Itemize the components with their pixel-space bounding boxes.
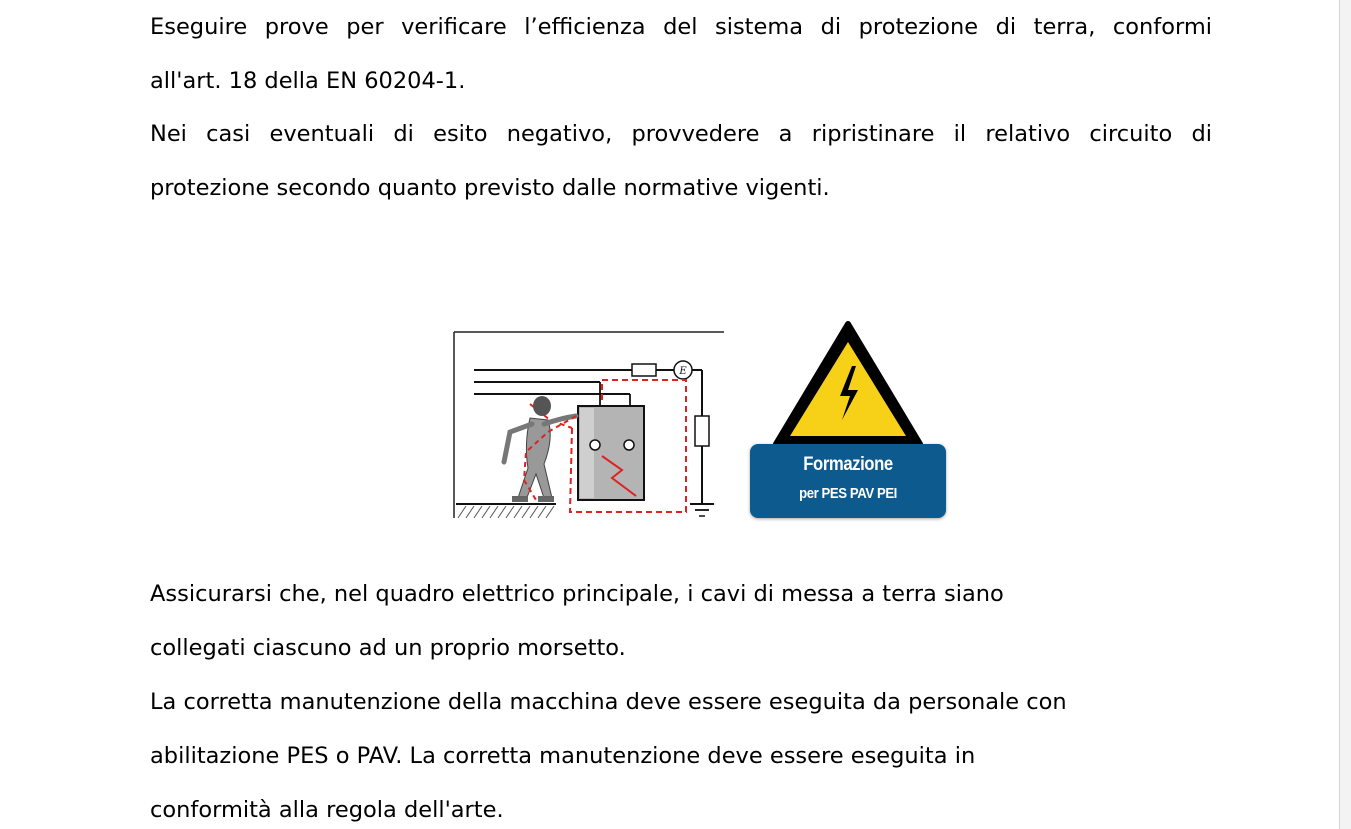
- meter-label: E: [679, 366, 687, 377]
- paragraph-3-line-1: Assicurarsi che, nel quadro elettrico principale, i cavi di messa a terra siano: [150, 581, 1004, 607]
- paragraph-2-line-1: Nei casi eventuali di esito negativo, provvedere a ripristinare il relativo circuito di: [150, 121, 1212, 147]
- paragraph-4-line-3: conformità alla regola dell'arte.: [150, 797, 504, 823]
- paragraph-1-line-2: all'art. 18 della EN 60204-1.: [150, 68, 466, 94]
- paragraph-4-line-2: abilitazione PES o PAV. La corretta manutenzione deve essere eseguita in: [150, 743, 976, 769]
- high-voltage-warning-icon: [746, 320, 950, 450]
- sign-subtitle: per PES PAV PEI: [799, 485, 897, 502]
- page-edge: [1339, 0, 1351, 829]
- paragraph-2-line-2: protezione secondo quanto previsto dalle normative vigenti.: [150, 175, 830, 201]
- earthing-fault-diagram: [452, 328, 728, 524]
- paragraph-1-line-1: Eseguire prove per verificare l’efficienza del sistema di protezione di terra, conformi: [150, 14, 1212, 40]
- paragraph-3-line-2: collegati ciascuno ad un proprio morsetto.: [150, 635, 626, 661]
- paragraph-4-line-1: La corretta manutenzione della macchina deve essere eseguita da personale con: [150, 689, 1067, 715]
- training-sign: [746, 320, 950, 522]
- sign-title: Formazione: [803, 454, 893, 475]
- training-panel: [750, 444, 946, 518]
